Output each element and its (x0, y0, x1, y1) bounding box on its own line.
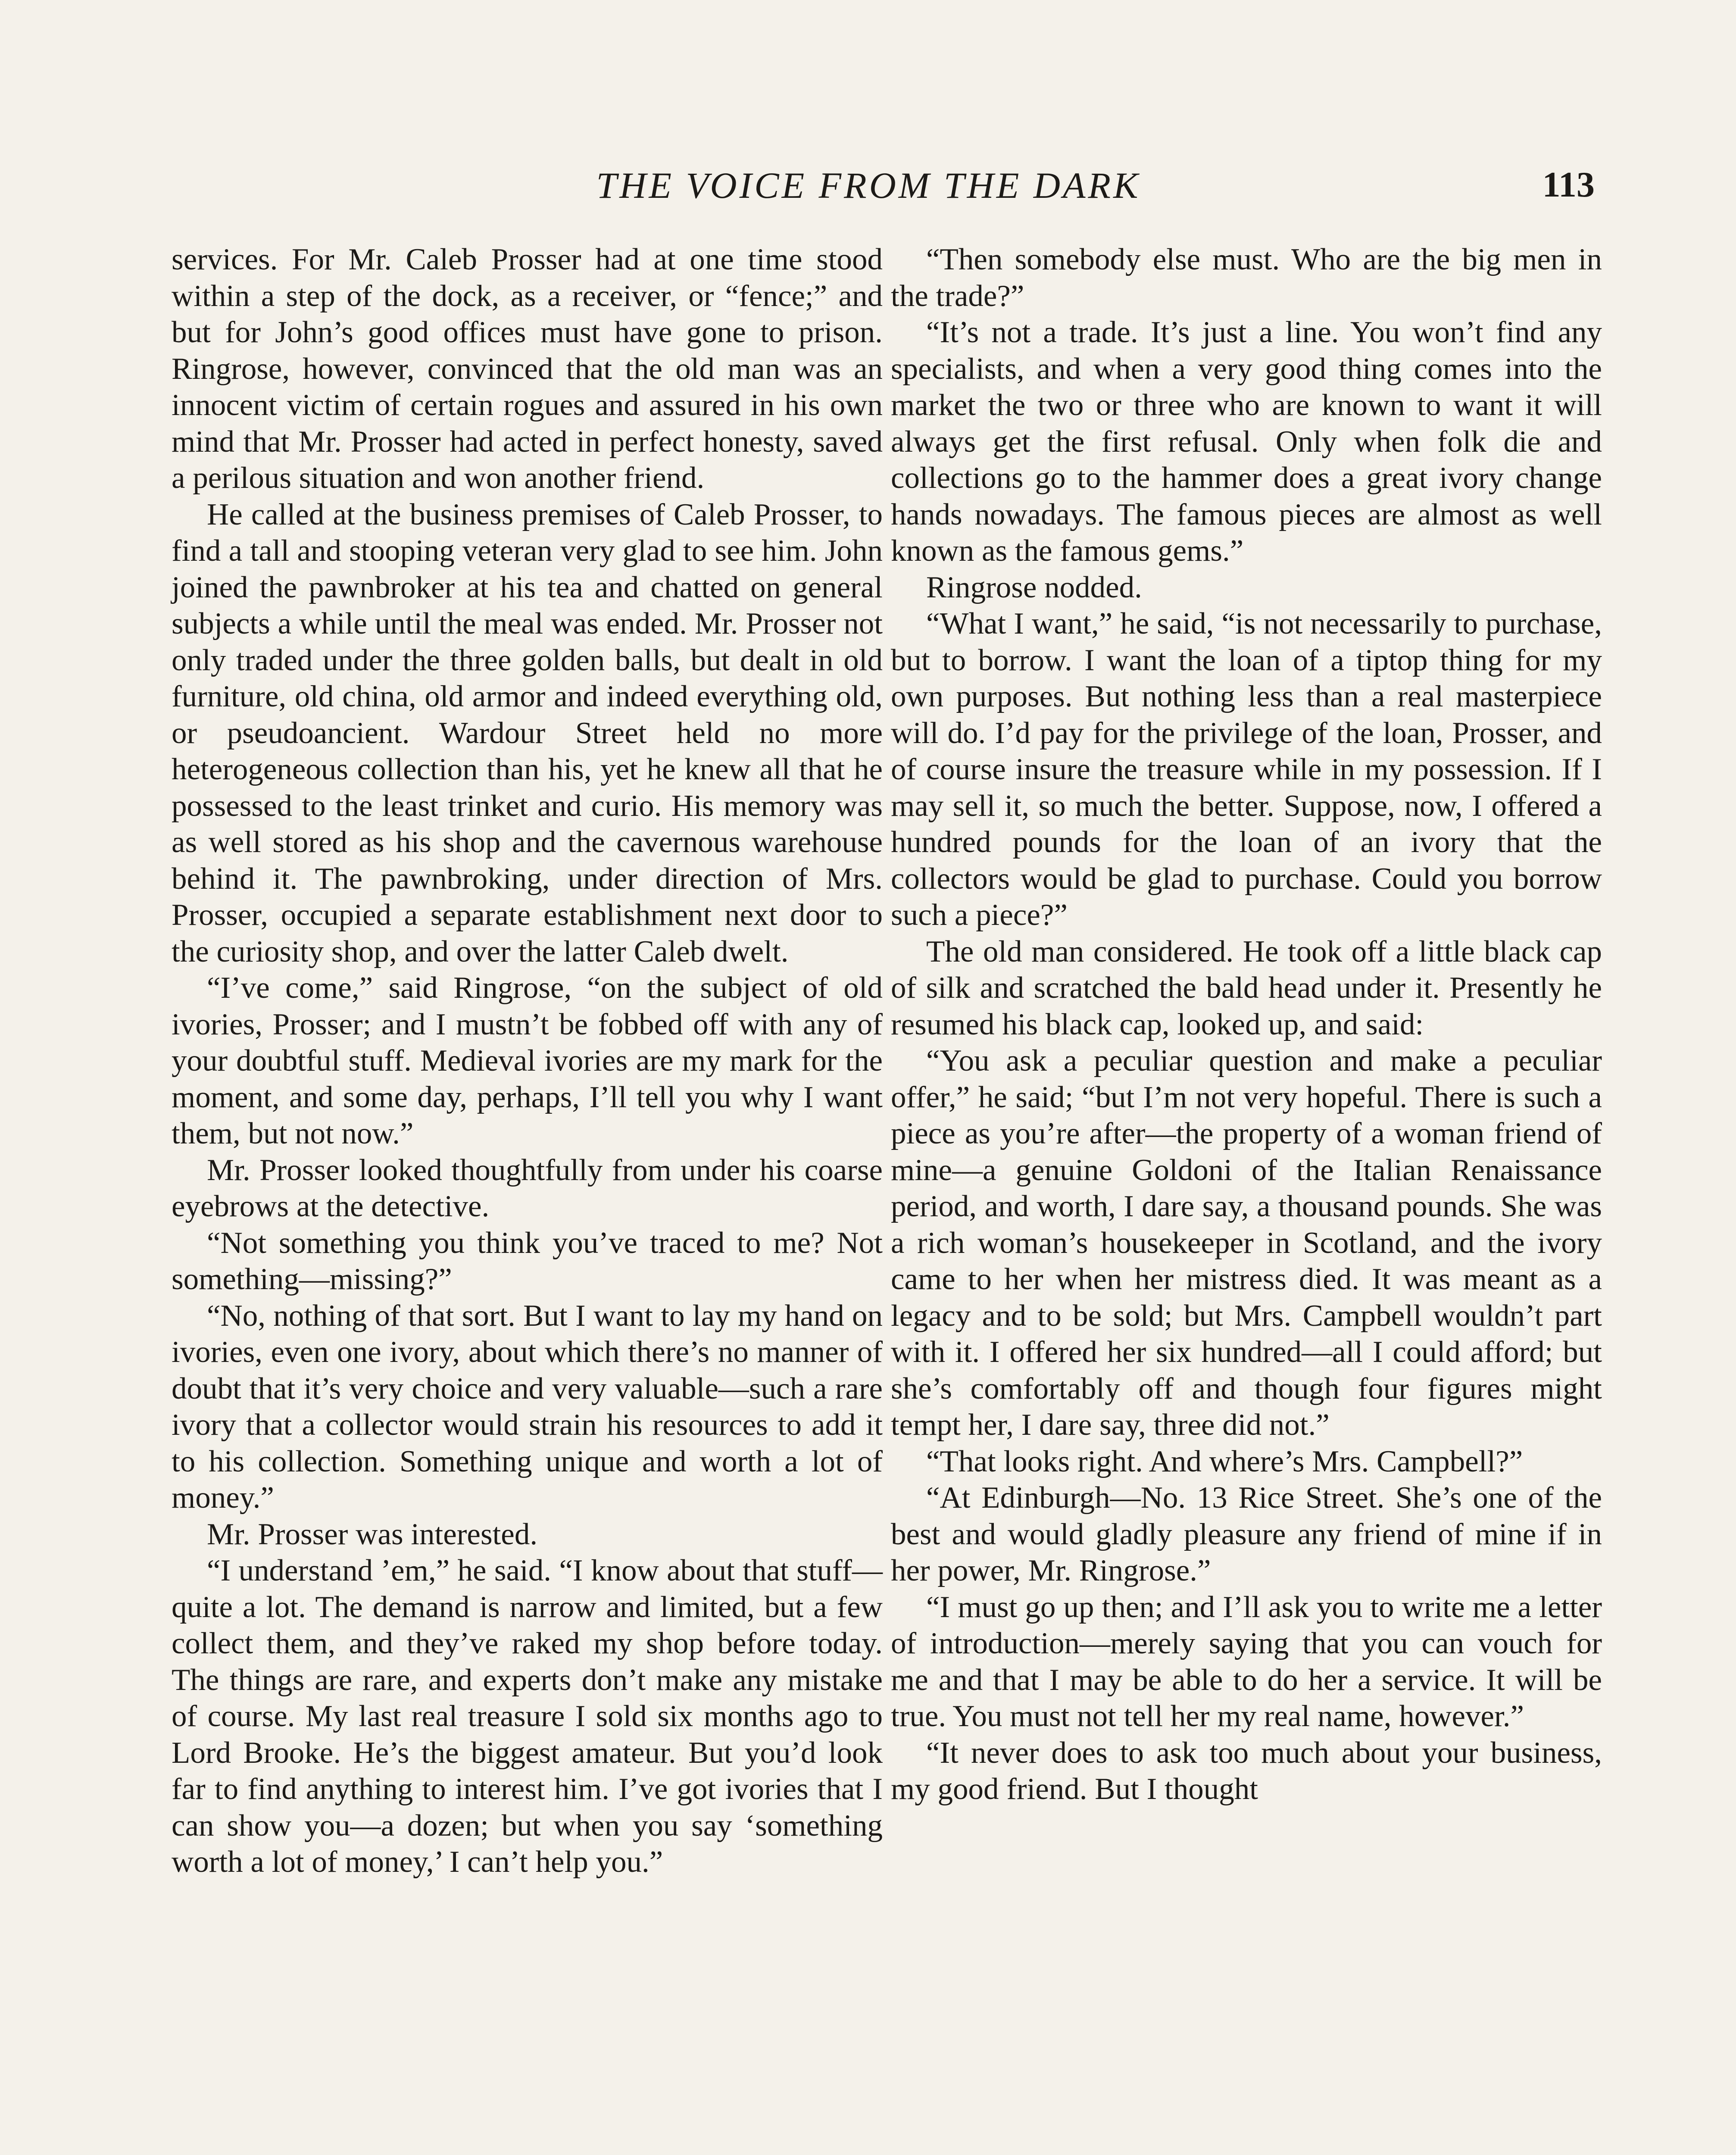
paragraph: “At Edinburgh—No. 13 Rice Street. She’s one of the best and would gladly pleasure any friend of mine if in her power, Mr. Ringrose.” (891, 1481, 1602, 1587)
paragraph: Ringrose nodded. (926, 570, 1142, 604)
paragraph: “It’s not a trade. It’s just a line. You won’t find any specialists, and when a very good thing comes into the market the two or three who are known to want it will always get the first refusal. Only when folk die and collections go to the hammer does a great ivory change hands nowadays. The famous pieces are almost as well known as the famous gems.” (891, 315, 1602, 568)
paragraph: “Not something you think you’ve traced to me? Not something—missing?” (172, 1226, 883, 1296)
paragraph: Mr. Prosser looked thoughtfully from under his coarse eyebrows at the detective. (172, 1153, 883, 1223)
paragraph: “Then somebody else must. Who are the big men in the trade?” (891, 243, 1602, 313)
running-title: THE VOICE FROM THE DARK (596, 165, 1141, 206)
paragraph: “You ask a peculiar question and make a peculiar offer,” he said; “but I’m not very hopeful. There is such a piece as you’re after—the property of a woman friend of mine—a genuine Goldoni of the Italian Renaissance period, and worth, I dare say, a thousand pounds. She was a rich woman’s housekeeper in Scotland, and the ivory came to her when her mistress died. It was meant as a legacy and to be sold; but Mrs. Campbell wouldn’t part with it. I offered her six hundred—all I could afford; but she’s comfortably off and though four figures might tempt her, I dare say, three did not.” (891, 1044, 1602, 1442)
left-column (172, 241, 883, 1880)
paragraph: The old man considered. He took off a little black cap of silk and scratched the bald head under it. Presently he resumed his black cap, looked up, and said: (891, 934, 1602, 1041)
paragraph: “I’ve come,” said Ringrose, “on the subject of old ivories, Prosser; and I mustn’t be fobbed off with any of your doubtful stuff. Medieval ivories are my mark for the moment, and some day, perhaps, I’ll tell you why I want them, but not now.” (172, 971, 883, 1150)
paragraph: “It never does to ask too much about your business, my good friend. But I thought (891, 1736, 1602, 1806)
right-column (891, 241, 1602, 1808)
paragraph: “No, nothing of that sort. But I want to lay my hand on ivories, even one ivory, about which there’s no manner of doubt that it’s very choice and very valuable—such a rare ivory that a collector would strain his resources to add it to his collection. Something unique and worth a lot of money.” (172, 1299, 883, 1515)
paragraph: services. For Mr. Caleb Prosser had at one time stood within a step of the dock, as a receiver, or “fence;” and but for John’s good offices must have gone to prison. Ringrose, however, convinced that the old man was an innocent victim of certain rogues and assured in his own mind that Mr. Prosser had acted in perfect honesty, saved a perilous situation and won another friend. (172, 243, 883, 495)
paragraph: “That looks right. And where’s Mrs. Campbell?” (926, 1444, 1523, 1478)
page-number: 113 (1542, 165, 1595, 205)
paragraph: “I understand ’em,” he said. “I know about that stuff—quite a lot. The demand is narrow and limited, but a few collect them, and they’ve raked my shop before today. The things are rare, and experts don’t make any mistake of course. My last real treasure I sold six months ago to Lord Brooke. He’s the biggest amateur. But you’d look far to find anything to interest him. I’ve got ivories that I can show you—a dozen; but when you say ‘something worth a lot of money,’ I can’t help you.” (172, 1554, 883, 1879)
paragraph: “What I want,” he said, “is not necessarily to purchase, but to borrow. I want the loan of a tiptop thing for my own purposes. But nothing less than a real masterpiece will do. I’d pay for the privilege of the loan, Prosser, and of course insure the treasure while in my possession. If I may sell it, so much the better. Suppose, now, I offered a hundred pounds for the loan of an ivory that the collectors would be glad to purchase. Could you borrow such a piece?” (891, 607, 1602, 932)
paragraph: Mr. Prosser was interested. (207, 1517, 538, 1551)
paragraph: “I must go up then; and I’ll ask you to write me a letter of introduction—merely saying that you can vouch for me and that I may be able to do her a service. It will be true. You must not tell her my real name, however.” (891, 1590, 1602, 1733)
paragraph: He called at the business premises of Caleb Prosser, to find a tall and stooping veteran very glad to see him. John joined the pawnbroker at his tea and chatted on general subjects a while until the meal was ended. Mr. Prosser not only traded under the three golden balls, but dealt in old furniture, old china, old armor and indeed everything old, or pseudoancient. Wardour Street held no more heterogeneous collection than his, yet he knew all that he possessed to the least trinket and curio. His memory was as well stored as his shop and the cavernous warehouse behind it. The pawnbroking, under direction of Mrs. Prosser, occupied a separate establishment next door to the curiosity shop, and over the latter Caleb dwelt. (172, 497, 883, 968)
